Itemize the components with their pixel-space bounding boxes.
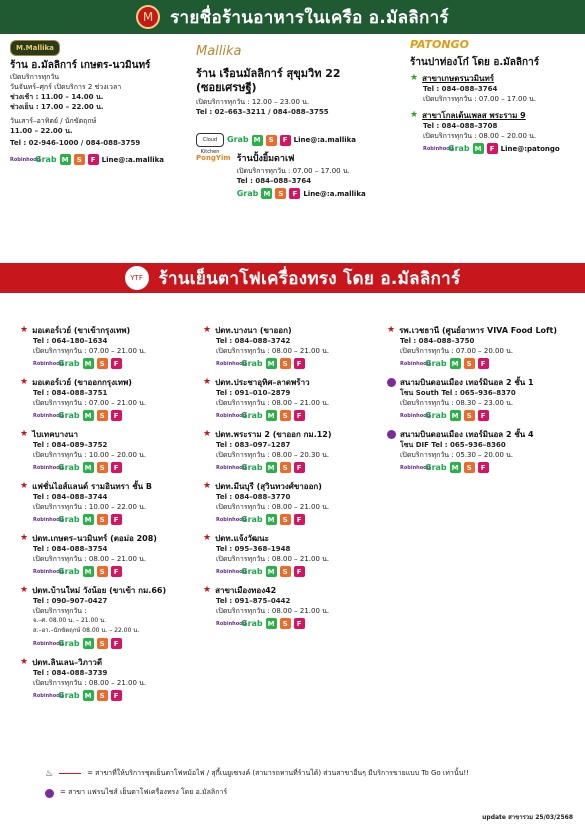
branch-hours: เปิดบริการทุกวัน : 08.00 – 20.00 น. — [423, 132, 537, 140]
branch-tel: Tel : 084–088–3751 — [33, 389, 108, 397]
branch-header — [203, 429, 383, 440]
branch-name: สาขาเมืองทอง42 — [215, 586, 277, 595]
foodpanda-icon[interactable]: F — [294, 462, 305, 473]
delivery-apps — [20, 514, 200, 525]
robinhood-icon[interactable]: Robinhood — [216, 412, 247, 419]
branch-header — [20, 657, 200, 668]
branch-hours: เปิดบริการทุกวัน : 08.00 – 20.30 น. — [216, 451, 330, 459]
shopeefood-icon[interactable]: S — [464, 462, 475, 473]
branch-name: ปตท.ประชาอุทิศ–ลาดพร้าว — [215, 378, 310, 387]
branch-tel: Tel : 084–089–3752 — [33, 441, 108, 449]
robinhood-icon[interactable]: Robinhood — [400, 464, 431, 471]
branch-name: ไบเทคบางนา — [32, 430, 78, 439]
robinhood-icon[interactable]: Robinhood — [33, 412, 64, 419]
weekend-line: วันเสาร์–อาทิตย์ / นักขัตฤกษ์ — [10, 117, 97, 125]
foodpanda-icon[interactable]: F — [487, 143, 498, 154]
branch-tel: Tel : 084–088–3764 — [423, 85, 498, 93]
branch-item — [203, 325, 383, 369]
branch-kaset — [410, 73, 580, 84]
robinhood-icon[interactable]: Robinhood — [33, 692, 64, 699]
shopeefood-icon[interactable]: S — [280, 514, 291, 525]
shopeefood-icon[interactable]: S — [464, 358, 475, 369]
branch-name: ปตท.เกษตร–นวมินทร์ (ตอม่อ 208) — [32, 534, 157, 543]
star-icon: ★ — [203, 481, 212, 491]
patongo-logo: PATONGO — [410, 38, 469, 51]
branch-column-3 — [387, 325, 577, 481]
lineman-icon[interactable]: M — [450, 358, 461, 369]
delivery-apps — [387, 410, 577, 421]
lineman-icon[interactable]: M — [473, 143, 484, 154]
shopeefood-icon[interactable]: S — [280, 618, 291, 629]
shopeefood-icon[interactable]: S — [280, 566, 291, 577]
branch-item — [203, 377, 383, 421]
branch-hours: เปิดบริการทุกวัน : 08.00 – 21.00 น. — [216, 555, 330, 563]
branch-tel: Tel : 091–010–2879 — [216, 389, 291, 397]
branch-hours: จ.–ศ. 08.00 น. – 21.00 น. — [33, 617, 107, 624]
purple-dot-icon — [387, 378, 396, 387]
foodpanda-icon[interactable]: F — [294, 410, 305, 421]
shopeefood-icon[interactable]: S — [97, 358, 108, 369]
branch-tel: Tel : 084–088–3750 — [400, 337, 475, 345]
foodpanda-icon[interactable]: F — [111, 638, 122, 649]
shopeefood-icon[interactable]: S — [97, 462, 108, 473]
section-banner — [0, 263, 585, 293]
branch-item — [20, 533, 200, 577]
branch-header — [387, 325, 577, 336]
robinhood-icon[interactable]: Robinhood — [216, 516, 247, 523]
foodpanda-icon[interactable]: F — [111, 462, 122, 473]
grab-icon[interactable]: Grab — [35, 154, 57, 164]
star-icon: ★ — [203, 585, 212, 595]
branch-name: ปตท.แจ้งวัฒนะ — [215, 534, 269, 543]
grab-icon[interactable]: Grab — [58, 567, 80, 576]
delivery-apps — [410, 143, 580, 154]
lineman-icon[interactable]: M — [450, 462, 461, 473]
pongyim-hours: เปิดบริการทุกวัน : 07.00 – 17.00 น. — [236, 167, 350, 175]
star-icon: ★ — [20, 481, 29, 491]
branch-tel: Tel : 090–907–0427 — [33, 597, 108, 605]
branch-header — [20, 325, 200, 336]
delivery-apps — [20, 358, 200, 369]
branch-tel: โซน DIF Tel : 065–936–8360 — [400, 441, 506, 449]
branch-hours: เปิดบริการทุกวัน : 07.00 – 21.00 น. — [33, 399, 147, 407]
hotpot-icon: ♨ — [45, 768, 54, 779]
grab-icon[interactable]: Grab — [241, 619, 263, 628]
delivery-apps — [387, 462, 577, 473]
branch-hours: เปิดบริการทุกวัน : — [33, 607, 87, 615]
branch-name: ปตท.มีนบุรี (สุวินทวงศ์ขาออก) — [215, 482, 322, 491]
branch-item — [20, 377, 200, 421]
star-icon: ★ — [203, 429, 212, 439]
branch-header — [20, 585, 200, 596]
lineman-icon[interactable]: M — [261, 188, 272, 199]
ruen-mallika-logo: Mallika — [196, 44, 242, 59]
branch-hours: เปิดบริการทุกวัน : 08.00 – 21.00 น. — [216, 347, 330, 355]
star-icon: ★ — [410, 110, 419, 120]
shopeefood-icon[interactable]: S — [97, 514, 108, 525]
branch-header — [20, 377, 200, 388]
branch-header — [20, 429, 200, 440]
restaurant-name: ร้าน อ.มัลลิการ์ เกษตร-นวมินทร์ — [10, 60, 151, 71]
branch-hours: เปิดบริการทุกวัน : 08.30 – 23.00 น. — [400, 399, 514, 407]
lineman-icon[interactable]: M — [83, 462, 94, 473]
header-banner — [0, 0, 585, 34]
line-id: Line@:a.mallika — [101, 155, 165, 164]
robinhood-icon[interactable]: Robinhood — [10, 156, 41, 163]
branch-hours: เปิดบริการทุกวัน : 08.00 – 21.00 น. — [33, 679, 147, 687]
star-icon: ★ — [20, 657, 29, 667]
branch-item — [387, 429, 577, 473]
shopeefood-icon[interactable]: S — [74, 154, 85, 165]
grab-icon[interactable]: Grab — [425, 463, 447, 472]
lineman-icon[interactable]: M — [266, 566, 277, 577]
line-id: Line@:patongo — [500, 144, 560, 153]
branch-hours: เปิดบริการทุกวัน : 08.00 – 21.00 น. — [216, 399, 330, 407]
branch-item — [203, 481, 383, 525]
branch-name: ปตท.ลินเลน–วิภาวดี — [32, 658, 103, 667]
delivery-apps — [387, 358, 577, 369]
branch-header — [387, 377, 577, 388]
pongyim-block — [196, 153, 396, 199]
tel: Tel : 02-946-1000 / 084-088-3759 — [10, 139, 141, 147]
lineman-icon[interactable]: M — [450, 410, 461, 421]
robinhood-icon[interactable]: Robinhood — [33, 360, 64, 367]
restaurant-name: ร้านปาท่องโก๋ โดย อ.มัลลิการ์ — [410, 57, 540, 68]
restaurant-ruen-mallika — [196, 40, 396, 199]
branch-item — [20, 585, 200, 649]
delivery-apps — [203, 358, 383, 369]
branch-item — [387, 377, 577, 421]
branch-tel: Tel : 084–088–3739 — [33, 669, 108, 677]
foodpanda-icon[interactable]: F — [478, 410, 489, 421]
foodpanda-icon[interactable]: F — [289, 188, 300, 199]
grab-icon[interactable]: Grab — [58, 691, 80, 700]
grab-icon[interactable]: Grab — [236, 188, 259, 198]
foodpanda-icon[interactable]: F — [88, 154, 99, 165]
lineman-icon[interactable]: M — [266, 358, 277, 369]
robinhood-icon[interactable]: Robinhood — [216, 464, 247, 471]
robinhood-icon[interactable]: Robinhood — [216, 360, 247, 367]
branch-hours: เปิดบริการทุกวัน : 08.00 – 21.00 น. — [216, 607, 330, 615]
branch-item — [203, 429, 383, 473]
restaurant-name-line2: (ซอยเศรษฐี) — [196, 81, 257, 94]
lineman-icon[interactable]: M — [266, 514, 277, 525]
grab-icon[interactable]: Grab — [448, 143, 470, 153]
yentafo-logo: YTF — [125, 266, 149, 290]
delivery-apps — [203, 462, 383, 473]
foodpanda-icon[interactable]: F — [294, 566, 305, 577]
star-icon: ★ — [203, 533, 212, 543]
brand-logo: M — [136, 5, 160, 29]
shopeefood-icon[interactable]: S — [275, 188, 286, 199]
branch-hours: เปิดบริการทุกวัน : 08.00 – 21.00 น. — [33, 555, 147, 563]
branch-item — [387, 325, 577, 369]
grab-icon[interactable]: Grab — [241, 515, 263, 524]
branch-name: สาขาโกลเด้นเพลส พระราม 9 — [422, 111, 526, 120]
delivery-apps — [203, 566, 383, 577]
grab-icon[interactable]: Grab — [241, 567, 263, 576]
delivery-apps — [196, 133, 396, 155]
branch-header — [20, 533, 200, 544]
purple-dot-icon — [45, 789, 54, 798]
lineman-icon[interactable]: M — [83, 410, 94, 421]
star-icon: ★ — [203, 377, 212, 387]
branch-tel: Tel : 084–088–3708 — [423, 122, 498, 130]
branch-item — [203, 533, 383, 577]
delivery-apps — [10, 154, 180, 165]
delivery-apps — [20, 690, 200, 701]
purple-dot-icon — [387, 430, 396, 439]
branch-header — [203, 533, 383, 544]
foodpanda-icon[interactable]: F — [280, 135, 291, 146]
branch-hours: เปิดบริการทุกวัน : 07.00 – 17.00 น. — [423, 95, 537, 103]
star-icon: ★ — [20, 533, 29, 543]
lineman-icon[interactable]: M — [252, 135, 263, 146]
lineman-icon[interactable]: M — [266, 410, 277, 421]
star-icon: ★ — [20, 585, 29, 595]
foodpanda-icon[interactable]: F — [294, 358, 305, 369]
branch-hours: เปิดบริการทุกวัน : 08.00 – 21.00 น. — [216, 503, 330, 511]
branch-item — [20, 429, 200, 473]
branch-tel: Tel : 084–088–3770 — [216, 493, 291, 501]
delivery-apps — [203, 410, 383, 421]
foodpanda-icon[interactable]: F — [111, 566, 122, 577]
shopeefood-icon[interactable]: S — [97, 566, 108, 577]
grab-icon[interactable]: Grab — [425, 359, 447, 368]
lineman-icon[interactable]: M — [83, 358, 94, 369]
star-icon: ★ — [20, 429, 29, 439]
line-id: Line@:a.mallika — [303, 189, 366, 198]
branch-name: แฟชั่นไอส์แลนด์ รามอินทรา ชั้น B — [32, 482, 152, 491]
star-icon: ★ — [20, 325, 29, 335]
delivery-apps — [203, 514, 383, 525]
branch-header — [203, 325, 383, 336]
legend-row-franchise — [45, 787, 555, 798]
delivery-apps — [237, 188, 366, 199]
legend-row-hotpot — [45, 768, 555, 779]
branch-column-2 — [203, 325, 383, 637]
mallika-logo: M.Mallika — [10, 40, 60, 56]
branch-name: สาขาเกษตรนวมินทร์ — [422, 74, 495, 83]
legend-text: = สาขาที่ให้บริการชุดเย็นตาโฟหม้อไฟ / สุกี้เนยูเซรงค์ (สามารถทานที่ร้านได้) ส่วนสาขาอื่นๆ มีบริการขายแบบ To Go เท่านั้น!! — [87, 769, 470, 777]
grab-icon[interactable]: Grab — [58, 639, 80, 648]
branch-tel: Tel : 083–097–1287 — [216, 441, 291, 449]
foodpanda-icon[interactable]: F — [111, 514, 122, 525]
legend-text: = สาขา แฟรนไชส์ เย็นตาโฟเครื่องทรง โดย อ.มัลลิการ์ — [60, 788, 228, 796]
restaurant-mallika-kaset — [10, 40, 180, 165]
lineman-icon[interactable]: M — [266, 462, 277, 473]
shopeefood-icon[interactable]: S — [97, 638, 108, 649]
grab-icon[interactable]: Grab — [58, 359, 80, 368]
star-icon: ★ — [20, 377, 29, 387]
pongyim-tel: Tel : 084–088–3764 — [236, 177, 312, 185]
delivery-apps — [20, 462, 200, 473]
branch-tel: Tel : 084–088–3742 — [216, 337, 291, 345]
lineman-icon[interactable]: M — [83, 638, 94, 649]
weekday-line: วันจันทร์–ศุกร์ เปิดบริการ 2 ช่วงเวลา — [10, 83, 122, 91]
hours: เปิดบริการทุกวัน : 12.00 – 23.00 น. — [196, 98, 310, 106]
branch-tel: Tel : 091–875–0442 — [216, 597, 291, 605]
cloud-kitchen-logo: Cloud Kitchen — [196, 133, 224, 147]
branch-hours: เปิดบริการทุกวัน : 10.00 – 20.00 น. — [33, 451, 147, 459]
branch-header — [203, 585, 383, 596]
evening-hours: ช่วงเย็น : 17.00 – 22.00 น. — [10, 103, 104, 111]
robinhood-icon[interactable]: Robinhood — [216, 568, 247, 575]
grab-icon[interactable]: Grab — [227, 135, 249, 144]
delivery-apps — [203, 618, 383, 629]
grab-icon[interactable]: Grab — [241, 359, 263, 368]
branch-item — [203, 585, 383, 629]
section-title: ร้านเย็นตาโฟเครื่องทรง โดย อ.มัลลิการ์ — [158, 268, 461, 289]
open-line: เปิดบริการทุกวัน — [10, 73, 60, 81]
robinhood-icon[interactable]: Robinhood — [33, 640, 64, 647]
branch-name: รพ.เวชธานี (ศูนย์อาหาร VIVA Food Loft) — [399, 326, 557, 335]
grab-icon[interactable]: Grab — [241, 411, 263, 420]
foodpanda-icon[interactable]: F — [111, 690, 122, 701]
robinhood-icon[interactable]: Robinhood — [423, 145, 454, 152]
footer-legend — [45, 768, 555, 806]
page-title: รายชื่อร้านอาหารในเครือ อ.มัลลิการ์ — [170, 7, 449, 28]
branch-header — [387, 429, 577, 440]
robinhood-icon[interactable]: Robinhood — [400, 412, 431, 419]
branch-hours: ส.–อา.–นักขัตฤกษ์ 08.00 น. – 22.00 น. — [33, 627, 140, 634]
shopeefood-icon[interactable]: S — [266, 135, 277, 146]
tel: Tel : 02–663–3211 / 084–088–3755 — [196, 108, 329, 116]
star-icon: ★ — [410, 73, 419, 83]
update-date: update สาขารวม 25/03/2568 — [482, 814, 573, 821]
grab-icon[interactable]: Grab — [58, 463, 80, 472]
branch-name: ปตท.บางนา (ขาออก) — [215, 326, 292, 335]
foodpanda-icon[interactable]: F — [294, 618, 305, 629]
branch-header — [203, 377, 383, 388]
foodpanda-icon[interactable]: F — [111, 358, 122, 369]
morning-hours: ช่วงเช้า : 11.00 – 14.00 น. — [10, 93, 104, 101]
grab-icon[interactable]: Grab — [241, 463, 263, 472]
shopeefood-icon[interactable]: S — [97, 410, 108, 421]
branch-column-1 — [20, 325, 200, 709]
branch-tel: โซน South Tel : 065–936–8370 — [400, 389, 516, 397]
restaurant-patongo — [410, 40, 580, 154]
grab-icon[interactable]: Grab — [425, 411, 447, 420]
legend-dash — [59, 773, 81, 774]
pongyim-name: ร้านปั้งยิ้มดาเฟ — [236, 154, 295, 164]
shopeefood-icon[interactable]: S — [280, 462, 291, 473]
lineman-icon[interactable]: M — [83, 514, 94, 525]
branch-golden-place — [410, 110, 580, 121]
delivery-apps — [20, 566, 200, 577]
branch-tel: Tel : 064–180–1634 — [33, 337, 108, 345]
branch-item — [20, 657, 200, 701]
shopeefood-icon[interactable]: S — [97, 690, 108, 701]
weekend-hours: 11.00 – 22.00 น. — [10, 127, 73, 135]
branch-hours: เปิดบริการทุกวัน : 10.00 – 22.00 น. — [33, 503, 147, 511]
branch-header — [203, 481, 383, 492]
branch-name: สนามบินดอนเมือง เทอร์มินอล 2 ชั้น 4 — [400, 430, 534, 439]
robinhood-icon[interactable]: Robinhood — [33, 568, 64, 575]
branch-hours: เปิดบริการทุกวัน : 05.30 – 20.00 น. — [400, 451, 514, 459]
delivery-apps — [20, 410, 200, 421]
branch-item — [20, 481, 200, 525]
branch-name: มอเตอร์เวย์ (ขาออกกรุงเทพ) — [32, 378, 132, 387]
lineman-icon[interactable]: M — [266, 618, 277, 629]
restaurant-name: ร้าน เรือนมัลลิการ์ สุขุมวิท 22 — [196, 67, 341, 80]
branch-name: ปตท.บ้านใหม่ วังน้อย (ขาเข้า กม.66) — [32, 586, 167, 595]
delivery-apps — [20, 638, 200, 649]
branch-name: มอเตอร์เวย์ (ขาเข้ากรุงเทพ) — [32, 326, 131, 335]
lineman-icon[interactable]: M — [83, 566, 94, 577]
branch-hours: เปิดบริการทุกวัน : 07.00 – 21.00 น. — [33, 347, 147, 355]
foodpanda-icon[interactable]: F — [294, 514, 305, 525]
robinhood-icon[interactable]: Robinhood — [33, 516, 64, 523]
pongyim-logo: PongYim — [196, 154, 231, 162]
branch-header — [20, 481, 200, 492]
lineman-icon[interactable]: M — [60, 154, 71, 165]
robinhood-icon[interactable]: Robinhood — [216, 620, 247, 627]
shopeefood-icon[interactable]: S — [280, 358, 291, 369]
branch-tel: Tel : 084–088–3744 — [33, 493, 108, 501]
branch-name: ปตท.พระราม 2 (ขาออก กม.12) — [215, 430, 332, 439]
grab-icon[interactable]: Grab — [58, 411, 80, 420]
branch-tel: Tel : 084–088–3754 — [33, 545, 108, 553]
branch-item — [20, 325, 200, 369]
foodpanda-icon[interactable]: F — [111, 410, 122, 421]
branch-tel: Tel : 095–368–1948 — [216, 545, 291, 553]
lineman-icon[interactable]: M — [83, 690, 94, 701]
branch-hours: เปิดบริการทุกวัน : 07.00 – 20.00 น. — [400, 347, 514, 355]
foodpanda-icon[interactable]: F — [478, 358, 489, 369]
star-icon: ★ — [387, 325, 396, 335]
robinhood-icon[interactable]: Robinhood — [33, 464, 64, 471]
shopeefood-icon[interactable]: S — [280, 410, 291, 421]
grab-icon[interactable]: Grab — [58, 515, 80, 524]
branch-name: สนามบินดอนเมือง เทอร์มินอล 2 ชั้น 1 — [400, 378, 534, 387]
star-icon: ★ — [203, 325, 212, 335]
shopeefood-icon[interactable]: S — [464, 410, 475, 421]
robinhood-icon[interactable]: Robinhood — [400, 360, 431, 367]
foodpanda-icon[interactable]: F — [478, 462, 489, 473]
line-id: Line@:a.mallika — [293, 136, 357, 144]
